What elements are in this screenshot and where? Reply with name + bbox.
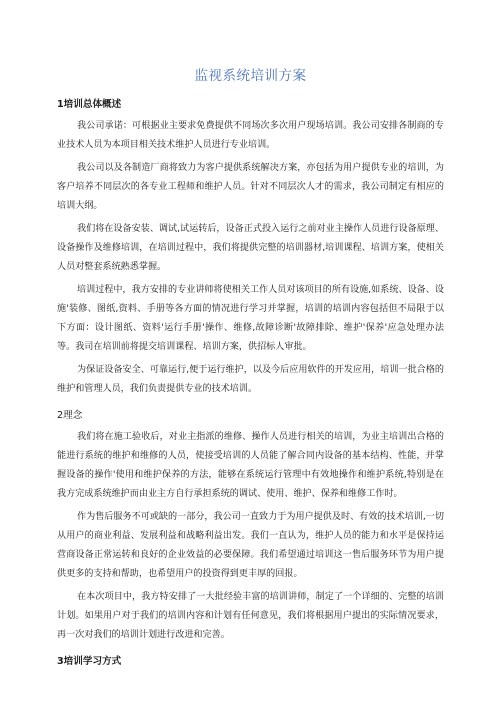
- paragraph: 我公司以及各制造厂商将致力为客户提供系统解决方案，亦包括为用户提供专业的培训，为客户培养不同层次的各专业工程师和维护人员。针对不同层次人才的需求，我公司制定有相应的培训大纲。: [57, 163, 444, 211]
- paragraph: 作为售后服务不可或缺的一部分，我公司一直致力于为用户提供及时、有效的技术培训,一切从用户的商业利益、发展利益和战略利益出发。我们一直认为，维护人员的能力和水平是保持运营商设备正常运转和良好的企业效益的必要保障。我们希望通过培训这一售后服务环节为用户提供更多的支持和帮助，也希望用户的投资得到更丰厚的回报。: [57, 512, 444, 579]
- section-training-methods: [57, 655, 444, 668]
- section-heading: 1培训总体概述: [57, 99, 122, 110]
- section-overview: [57, 98, 444, 399]
- paragraph: 培训过程中，我方安排的专业讲师将使相关工作人员对该项目的所有设施,如系统、设备、设施'装修、图纸,资料、手册等各方面的情况进行学习并掌握，培训的培训内容包括但不局限于以下方面：设计图纸、资料'运行手册'操作、维修,故障诊断'故障排除、维护'保养'应急处理办法等。我司在培训前将提交培训课程、培训方案，供招标人审批。: [57, 285, 444, 352]
- paragraph: 为保证设备安全、可靠运行,便于运行维护，以及今后应用软件的开发应用，培训一批合格的维护和管理人员，我们负责提供专业的技术培训。: [57, 365, 444, 394]
- section-heading: 3培训学习方式: [57, 656, 122, 667]
- paragraph: 我们将在施工验收后，对业主指派的维修、操作人员进行相关的培训，为业主培训出合格的能进行系统的维护和维修的人员，使接受培训的人员能了解合同内设备的基本结构、性能，并掌握设备的操作'使用和维护保养的方法，能够在系统运行管理中有效地操作和维护系统,特别是在我方完成系统维护而由业主方自行承担系统的调试、使用、维护、保养和维修工作时。: [57, 432, 444, 499]
- document-title: 监视系统培训方案: [194, 68, 307, 84]
- paragraph: 在本次项目中，我方特安排了一大批经验丰富的培训讲师，制定了一个详细的、完整的培训计划。如果用户对于我们的培训内容和计划有任何意见，我们将根据用户提出的实际情况要求，再一次对我们的培训计划进行改进和完善。: [57, 592, 444, 640]
- paragraph: 我公司承诺：可根据业主要求免费提供不同场次多次用户现场培训。我公司安排各制商的专业技术人员为本项目相关技术维护人员进行专业培训。: [57, 121, 444, 150]
- paragraph: 我们将在设备安装、调试,试运转后，设备正式投入运行之前对业主操作人员进行设备原理、设备操作及维修培训，在培训过程中，我们将提供完整的培训器材,培训课程、培训方案，使相关人员对整套系统熟悉掌握。: [57, 224, 444, 272]
- section-heading: 2理念: [57, 410, 83, 421]
- section-philosophy: [57, 409, 444, 645]
